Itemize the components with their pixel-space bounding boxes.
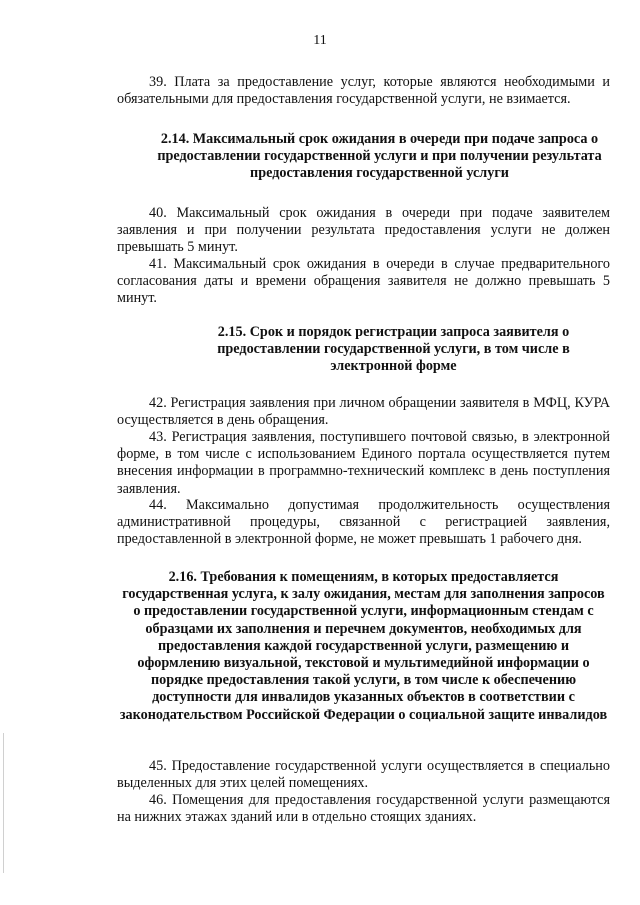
paragraph-45: 45. Предоставление государственной услуги осуществляется в специально выделенных для этих целей помещениях. [117,758,610,792]
paragraph-43: 43. Регистрация заявления, поступившего почтовой связью, в электронной форме, в том числе с использованием Единого портала осуществляется путем внесения информации в программно-технический комплекс в день поступления заявления. [117,429,610,497]
heading-2-15: 2.15. Срок и порядок регистрации запроса заявителя о предоставлении государственной услуги, в том числе в электронной форме [217,324,570,375]
scan-margin-line [3,733,4,873]
paragraph-46: 46. Помещения для предоставления государственной услуги размещаются на нижних этажах зданий или в отдельно стоящих зданиях. [117,792,610,826]
paragraph-41: 41. Максимальный срок ожидания в очереди в случае предварительного согласования даты и времени обращения заявителя не должно превышать 5 минут. [117,256,610,307]
heading-2-14: 2.14. Максимальный срок ожидания в очереди при подаче запроса о предоставлении государственной услуги и при получении результата предоставления государственной услуги [157,131,602,182]
heading-2-16: 2.16. Требования к помещениям, в которых предоставляется государственная услуга, к залу ожидания, местам для заполнения запросов о предоставлении государственной услуги, информационным стендам с образцами их заполнения и перечнем документов, необходимых для предоставления каждой государственной услуги, размещению и оформлению визуальной, текстовой и мультимедийной информации о порядке предоставления такой услуги, в том числе к обеспечению доступности для инвалидов указанных объектов в соответствии с законодательством Российской Федерации о социальной защите инвалидов [119,569,608,723]
page-number: 11 [313,33,327,48]
paragraph-44: 44. Максимально допустимая продолжительность осуществления административной процедуры, связанной с регистрацией заявления, предоставленной в электронной форме, не может превышать 1 рабочего дня. [117,497,610,548]
paragraph-39: 39. Плата за предоставление услуг, которые являются необходимыми и обязательными для предоставления государственной услуги, не взимается. [117,74,610,108]
paragraph-40: 40. Максимальный срок ожидания в очереди при подаче заявителем заявления и при получении результата предоставления услуги не должен превышать 5 минут. [117,205,610,256]
paragraph-42: 42. Регистрация заявления при личном обращении заявителя в МФЦ, КУРА осуществляется в день обращения. [117,395,610,429]
